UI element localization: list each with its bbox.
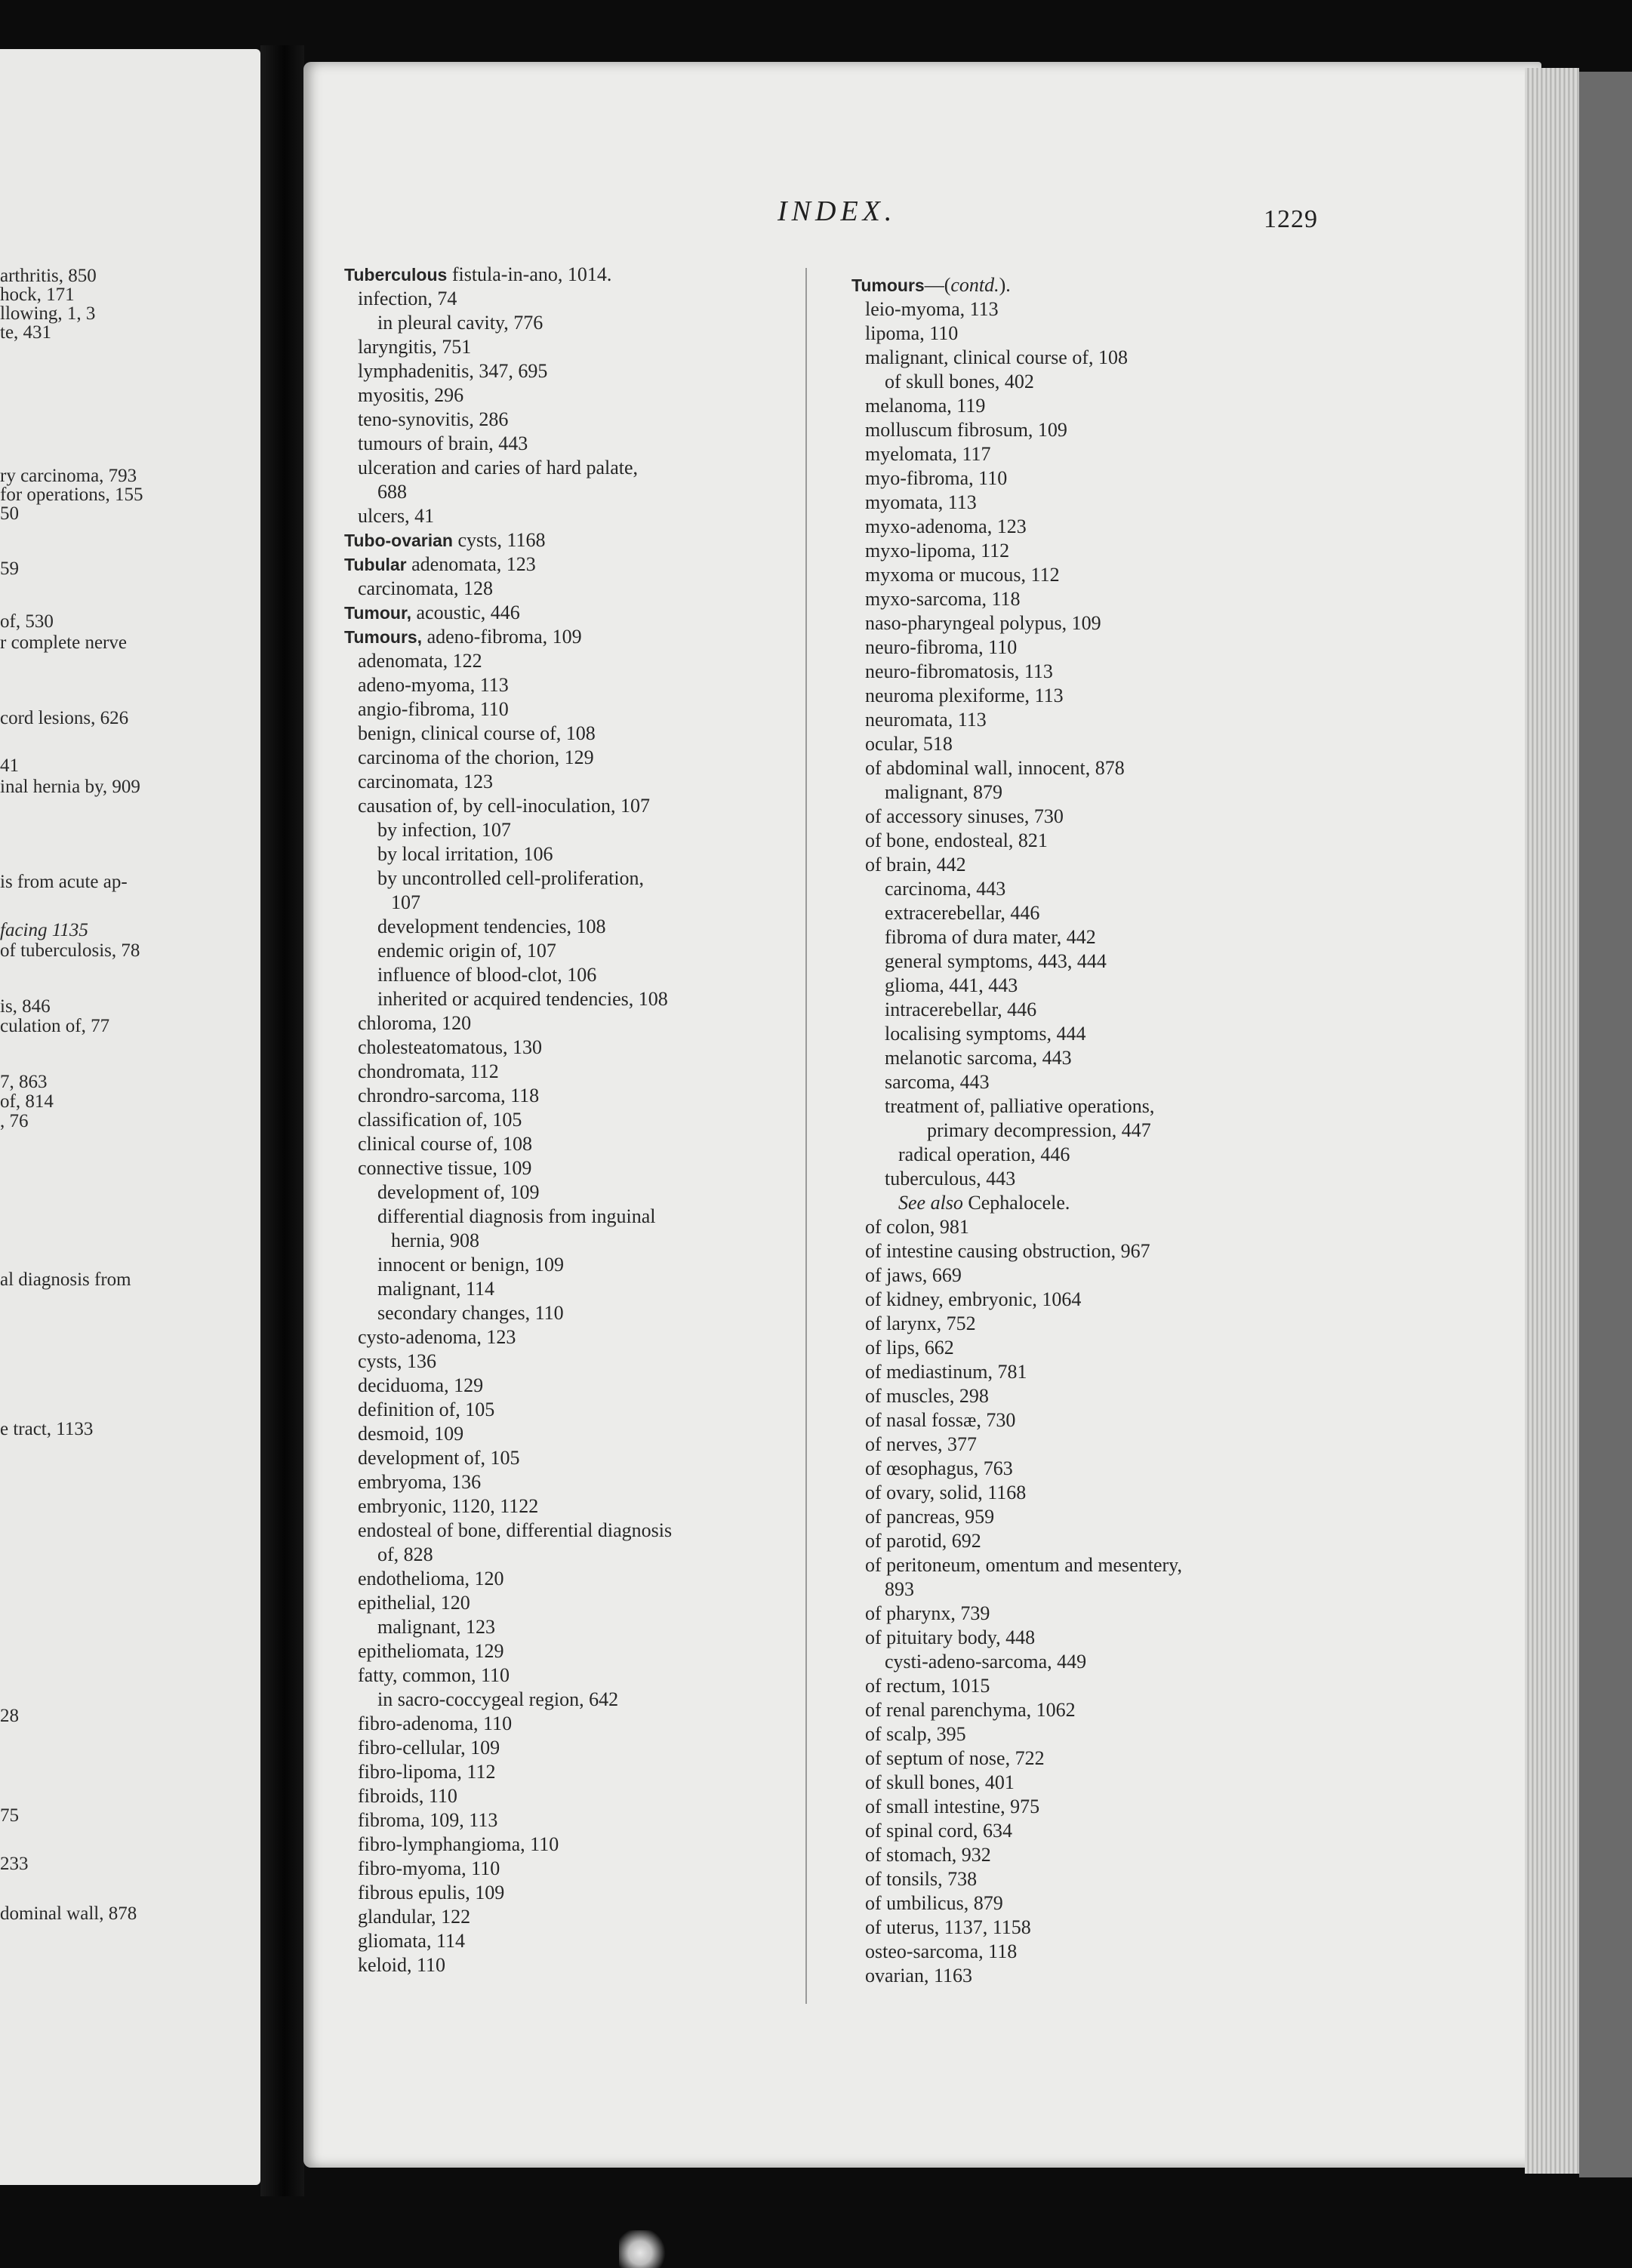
index-subentry: fibroma of dura mater, 442 xyxy=(885,926,1096,948)
left-page-fragment: of tuberculosis, 78 xyxy=(0,940,140,961)
index-subentry: in sacro-coccygeal region, 642 xyxy=(377,1688,619,1710)
left-page-fragment: 59 xyxy=(0,559,19,579)
index-subentry: cysto-adenoma, 123 xyxy=(358,1326,516,1348)
index-subentry: inherited or acquired tendencies, 108 xyxy=(377,988,668,1010)
index-subentry: of spinal cord, 634 xyxy=(865,1820,1012,1842)
index-subentry: chloroma, 120 xyxy=(358,1012,472,1034)
index-subentry: of scalp, 395 xyxy=(865,1723,966,1745)
index-subentry: clinical course of, 108 xyxy=(358,1133,533,1155)
index-subentry: chondromata, 112 xyxy=(358,1060,499,1082)
index-subentry: gliomata, 114 xyxy=(358,1930,466,1952)
left-page-fragment: facing 1135 xyxy=(0,920,88,940)
index-subentry: by local irritation, 106 xyxy=(377,843,553,865)
index-subentry: by infection, 107 xyxy=(377,819,511,841)
index-subentry: extracerebellar, 446 xyxy=(885,902,1040,924)
index-subentry: fibrous epulis, 109 xyxy=(358,1882,505,1903)
index-subentry: carcinomata, 123 xyxy=(358,771,494,792)
index-subentry: chrondro-sarcoma, 118 xyxy=(358,1085,540,1106)
index-subentry: malignant, 114 xyxy=(377,1278,495,1300)
index-subentry: myxo-sarcoma, 118 xyxy=(865,588,1021,610)
index-subentry: of umbilicus, 879 xyxy=(865,1892,1003,1914)
index-subentry: adenomata, 122 xyxy=(358,650,482,672)
index-subentry: naso-pharyngeal polypus, 109 xyxy=(865,612,1101,634)
book-gutter xyxy=(260,45,304,2196)
left-page-fragment: culation of, 77 xyxy=(0,1016,110,1036)
index-subentry: localising symptoms, 444 xyxy=(885,1023,1086,1045)
index-subentry: malignant, clinical course of, 108 xyxy=(865,346,1129,368)
index-subentry: development tendencies, 108 xyxy=(377,916,606,937)
index-subentry: embryonic, 1120, 1122 xyxy=(358,1495,539,1517)
index-subentry: of bone, endosteal, 821 xyxy=(865,829,1048,851)
index-subentry: neuro-fibroma, 110 xyxy=(865,636,1018,658)
left-page-fragment: is, 846 xyxy=(0,996,51,1017)
index-subentry: innocent or benign, 109 xyxy=(377,1254,564,1276)
column-divider xyxy=(805,268,807,2004)
index-subentry: benign, clinical course of, 108 xyxy=(358,722,596,744)
index-subentry: glandular, 122 xyxy=(358,1906,471,1928)
index-subentry: of larynx, 752 xyxy=(865,1312,976,1334)
index-subentry: of abdominal wall, innocent, 878 xyxy=(865,757,1125,779)
index-column-1 xyxy=(344,263,808,1977)
index-subentry: fibro-lipoma, 112 xyxy=(358,1761,496,1783)
entry-heading: Tuberculous xyxy=(344,265,448,285)
left-page-fragment: arthritis, 850 xyxy=(0,266,97,286)
left-page-fragment: inal hernia by, 909 xyxy=(0,777,140,797)
index-subentry: of muscles, 298 xyxy=(865,1385,989,1407)
index-subentry: endothelioma, 120 xyxy=(358,1568,504,1589)
index-subentry: adeno-myoma, 113 xyxy=(358,674,509,696)
index-subentry: fibroma, 109, 113 xyxy=(358,1809,498,1831)
index-subentry: 688 xyxy=(377,481,407,503)
index-subentry: sarcoma, 443 xyxy=(885,1071,990,1093)
index-subentry: of nasal fossæ, 730 xyxy=(865,1409,1016,1431)
entry-heading: Tubular xyxy=(344,555,407,574)
index-subentry: of colon, 981 xyxy=(865,1216,969,1238)
index-subentry: of stomach, 932 xyxy=(865,1844,991,1866)
index-column-2 xyxy=(851,273,1335,1988)
index-subentry: fibro-cellular, 109 xyxy=(358,1737,500,1759)
index-subentry: ovarian, 1163 xyxy=(865,1965,972,1986)
left-page-fragment: 41 xyxy=(0,755,19,776)
index-heading-entry: Tuberculous fistula-in-ano, 1014. xyxy=(344,263,612,285)
index-subentry: ulcers, 41 xyxy=(358,505,435,527)
index-subentry: myo-fibroma, 110 xyxy=(865,467,1008,489)
index-subentry: keloid, 110 xyxy=(358,1954,446,1976)
entry-heading: Tumour, xyxy=(344,603,412,623)
index-subentry: cysti-adeno-sarcoma, 449 xyxy=(885,1651,1087,1673)
index-subentry: osteo-sarcoma, 118 xyxy=(865,1940,1018,1962)
entry-heading: Tumours xyxy=(851,275,925,295)
index-subentry: connective tissue, 109 xyxy=(358,1157,532,1179)
index-subentry: fibro-lymphangioma, 110 xyxy=(358,1833,559,1855)
index-subentry: infection, 74 xyxy=(358,288,457,309)
index-subentry: classification of, 105 xyxy=(358,1109,522,1131)
index-subentry: of small intestine, 975 xyxy=(865,1796,1040,1817)
index-subentry: of skull bones, 402 xyxy=(885,371,1034,392)
scan-artifact xyxy=(619,2230,672,2268)
index-subentry: leio-myoma, 113 xyxy=(865,298,999,320)
left-page-fragment: 233 xyxy=(0,1854,29,1874)
index-heading-entry: Tumours, adeno-fibroma, 109 xyxy=(344,626,582,648)
index-subentry: of mediastinum, 781 xyxy=(865,1361,1027,1383)
index-subentry: of uterus, 1137, 1158 xyxy=(865,1916,1031,1938)
book-cover-edge xyxy=(1579,72,1632,2177)
index-subentry: of accessory sinuses, 730 xyxy=(865,805,1064,827)
index-subentry: myxo-lipoma, 112 xyxy=(865,540,1010,562)
index-subentry: fibroids, 110 xyxy=(358,1785,457,1807)
index-subentry: of pancreas, 959 xyxy=(865,1506,995,1528)
page-number: 1229 xyxy=(1264,205,1318,233)
index-subentry: of intestine causing obstruction, 967 xyxy=(865,1240,1150,1262)
index-subentry: myxoma or mucous, 112 xyxy=(865,564,1060,586)
index-subentry: lymphadenitis, 347, 695 xyxy=(358,360,548,382)
index-subentry: carcinomata, 128 xyxy=(358,577,494,599)
index-subentry: of pharynx, 739 xyxy=(865,1602,990,1624)
left-page-fragment: for operations, 155 xyxy=(0,485,143,505)
index-subentry: laryngitis, 751 xyxy=(358,336,472,358)
index-subentry: ulceration and caries of hard palate, xyxy=(358,457,639,479)
index-subentry: 107 xyxy=(391,891,420,913)
index-subentry: melanoma, 119 xyxy=(865,395,986,417)
index-subentry: carcinoma of the chorion, 129 xyxy=(358,746,594,768)
left-page-fragment: al diagnosis from xyxy=(0,1269,131,1290)
index-heading-entry: Tubular adenomata, 123 xyxy=(344,553,536,575)
index-subentry: fatty, common, 110 xyxy=(358,1664,510,1686)
index-subentry: intracerebellar, 446 xyxy=(885,999,1037,1020)
index-subentry: of rectum, 1015 xyxy=(865,1675,990,1697)
index-subentry: of lips, 662 xyxy=(865,1337,954,1359)
index-subentry: tuberculous, 443 xyxy=(885,1168,1016,1189)
index-subentry: epitheliomata, 129 xyxy=(358,1640,504,1662)
index-subentry: ocular, 518 xyxy=(865,733,953,755)
index-heading-entry: Tubo-ovarian cysts, 1168 xyxy=(344,529,546,551)
index-subentry: myxo-adenoma, 123 xyxy=(865,515,1027,537)
left-page-fragment: r complete nerve xyxy=(0,632,127,653)
index-subentry: carcinoma, 443 xyxy=(885,878,1006,900)
left-page-fragment: of, 814 xyxy=(0,1091,54,1112)
index-subentry: neuroma plexiforme, 113 xyxy=(865,685,1064,706)
left-page-fragment: ry carcinoma, 793 xyxy=(0,466,137,486)
index-subentry: development of, 109 xyxy=(377,1181,540,1203)
index-subentry: definition of, 105 xyxy=(358,1399,495,1420)
index-subentry: molluscum fibrosum, 109 xyxy=(865,419,1067,441)
index-subentry: secondary changes, 110 xyxy=(377,1302,564,1324)
left-page-fragment: 7, 863 xyxy=(0,1072,48,1092)
left-page-fragment: hock, 171 xyxy=(0,285,75,305)
index-subentry: by uncontrolled cell-proliferation, xyxy=(377,867,645,889)
left-page-fragment: 75 xyxy=(0,1805,19,1826)
left-page-fragment: cord lesions, 626 xyxy=(0,708,129,728)
page-header-title: INDEX. xyxy=(778,195,897,227)
index-subentry: neuromata, 113 xyxy=(865,709,987,731)
index-subentry: general symptoms, 443, 444 xyxy=(885,950,1107,972)
index-subentry: differential diagnosis from inguinal xyxy=(377,1205,656,1227)
index-subentry: fibro-adenoma, 110 xyxy=(358,1713,513,1734)
index-subentry: of œsophagus, 763 xyxy=(865,1457,1013,1479)
index-subentry: melanotic sarcoma, 443 xyxy=(885,1047,1072,1069)
index-subentry: of renal parenchyma, 1062 xyxy=(865,1699,1076,1721)
index-subentry: influence of blood-clot, 106 xyxy=(377,964,597,986)
left-page-fragment: of, 530 xyxy=(0,611,54,632)
index-subentry: myelomata, 117 xyxy=(865,443,991,465)
index-subentry: of pituitary body, 448 xyxy=(865,1626,1036,1648)
index-subentry: deciduoma, 129 xyxy=(358,1374,484,1396)
index-subentry: malignant, 879 xyxy=(885,781,1002,803)
index-subentry: lipoma, 110 xyxy=(865,322,959,344)
index-subentry: tumours of brain, 443 xyxy=(358,432,528,454)
page-edges xyxy=(1525,68,1579,2174)
index-heading-entry: Tumour, acoustic, 446 xyxy=(344,602,520,623)
index-subentry: 893 xyxy=(885,1578,914,1600)
index-subentry: of peritoneum, omentum and mesentery, xyxy=(865,1554,1182,1576)
left-page-fragment: 50 xyxy=(0,503,19,524)
index-subentry: causation of, by cell-inoculation, 107 xyxy=(358,795,651,817)
index-subentry: of septum of nose, 722 xyxy=(865,1747,1045,1769)
left-page-fragment: e tract, 1133 xyxy=(0,1419,94,1439)
index-subentry: cholesteatomatous, 130 xyxy=(358,1036,543,1058)
index-subentry: of jaws, 669 xyxy=(865,1264,962,1286)
index-subentry: angio-fibroma, 110 xyxy=(358,698,509,720)
index-subentry: myomata, 113 xyxy=(865,491,977,513)
index-subentry: primary decompression, 447 xyxy=(927,1119,1151,1141)
left-page xyxy=(0,49,260,2185)
left-page-fragment: 28 xyxy=(0,1706,19,1726)
left-page-fragment: , 76 xyxy=(0,1111,29,1131)
index-subentry: endosteal of bone, differential diagnosis xyxy=(358,1519,673,1541)
index-subentry: malignant, 123 xyxy=(377,1616,495,1638)
index-subentry: embryoma, 136 xyxy=(358,1471,482,1493)
index-subentry: fibro-myoma, 110 xyxy=(358,1857,500,1879)
index-subentry: of brain, 442 xyxy=(865,854,966,876)
index-subentry: glioma, 441, 443 xyxy=(885,974,1018,996)
index-subentry: See also Cephalocele. xyxy=(898,1192,1070,1214)
entry-heading: Tubo-ovarian xyxy=(344,531,453,550)
index-subentry: of skull bones, 401 xyxy=(865,1771,1015,1793)
index-subentry: epithelial, 120 xyxy=(358,1592,470,1614)
left-page-fragment: te, 431 xyxy=(0,322,52,343)
left-page-fragment: is from acute ap- xyxy=(0,872,128,892)
index-subentry: of tonsils, 738 xyxy=(865,1868,978,1890)
index-subentry: hernia, 908 xyxy=(391,1229,479,1251)
index-subentry: of parotid, 692 xyxy=(865,1530,981,1552)
left-page-fragment: dominal wall, 878 xyxy=(0,1903,137,1924)
index-subentry: cysts, 136 xyxy=(358,1350,436,1372)
index-subentry: radical operation, 446 xyxy=(898,1143,1070,1165)
index-subentry: of nerves, 377 xyxy=(865,1433,978,1455)
index-heading-entry: Tumours—(contd.). xyxy=(851,274,1011,296)
entry-heading: Tumours, xyxy=(344,627,423,647)
index-subentry: neuro-fibromatosis, 113 xyxy=(865,660,1053,682)
index-subentry: of ovary, solid, 1168 xyxy=(865,1482,1027,1503)
index-subentry: teno-synovitis, 286 xyxy=(358,408,509,430)
index-subentry: desmoid, 109 xyxy=(358,1423,464,1445)
index-subentry: myositis, 296 xyxy=(358,384,464,406)
index-subentry: endemic origin of, 107 xyxy=(377,940,556,962)
index-subentry: of, 828 xyxy=(377,1543,433,1565)
left-page-fragment: llowing, 1, 3 xyxy=(0,303,96,324)
index-subentry: development of, 105 xyxy=(358,1447,520,1469)
index-subentry: in pleural cavity, 776 xyxy=(377,312,543,334)
index-subentry: treatment of, palliative operations, xyxy=(885,1095,1155,1117)
index-subentry: of kidney, embryonic, 1064 xyxy=(865,1288,1082,1310)
